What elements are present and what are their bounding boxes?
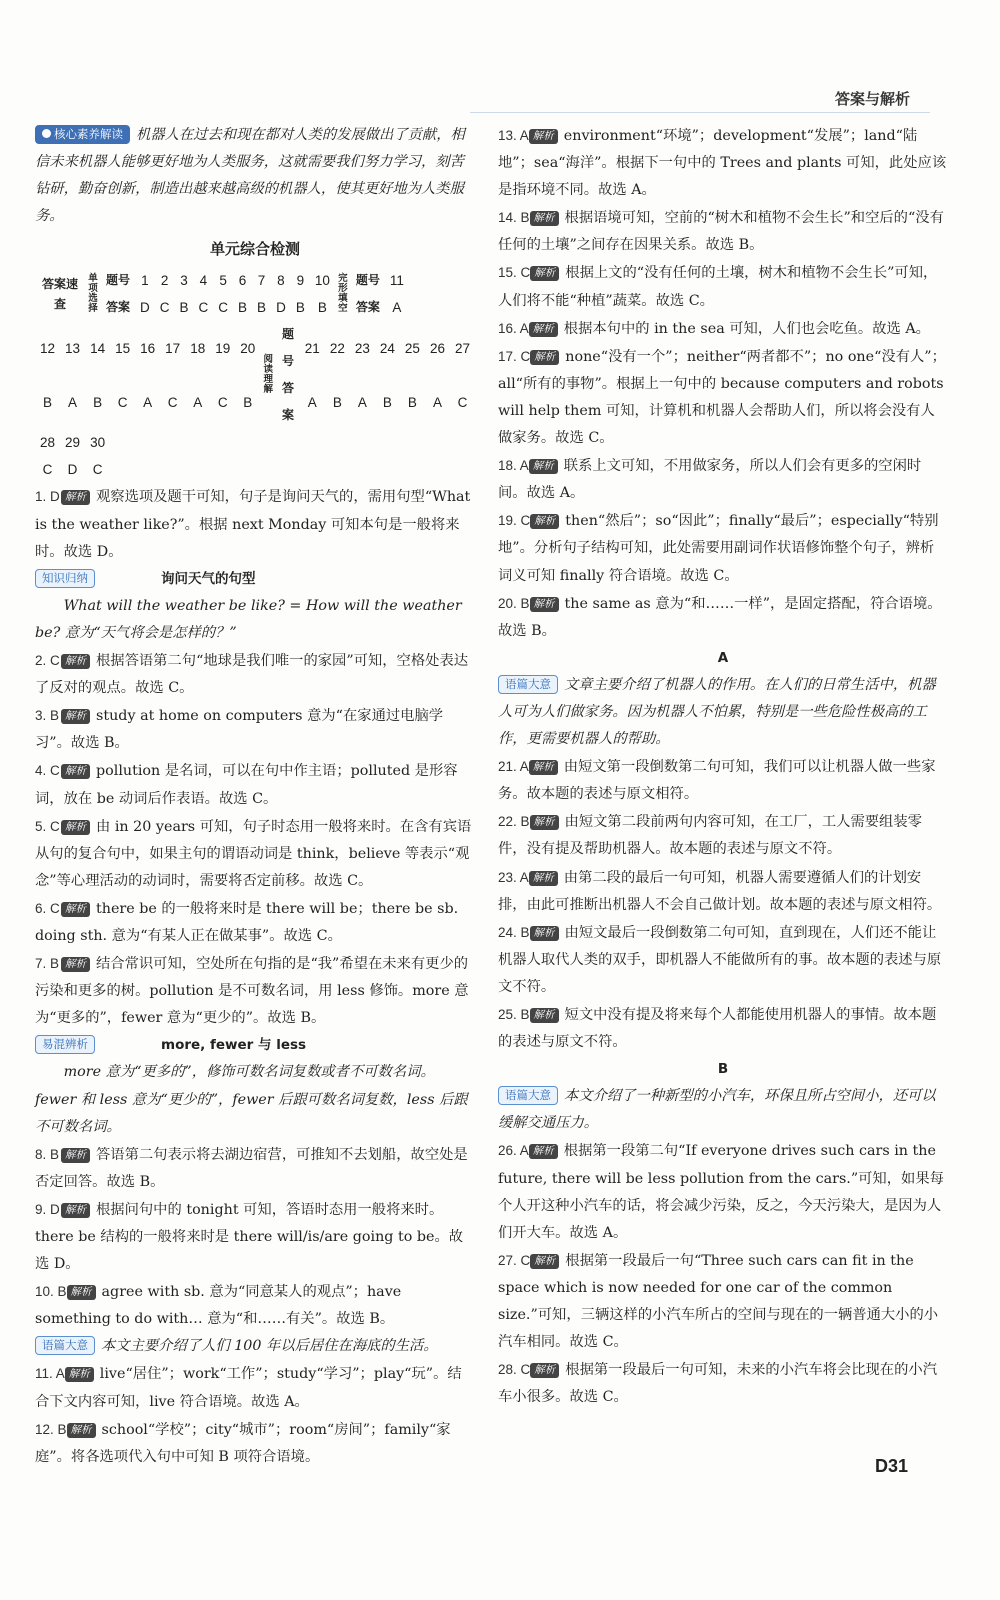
- answer-quick-label: 答案速查: [41, 277, 78, 312]
- answer-number: 4. C: [35, 763, 60, 779]
- answer-number: 22. B: [498, 814, 530, 830]
- qnum-cell: 30: [90, 435, 106, 451]
- qnum-cell: 14: [90, 340, 106, 356]
- analysis-badge: 解析: [529, 871, 558, 886]
- qnum-cell: 24: [379, 340, 395, 356]
- analysis-text: 答语第二句表示将去湖边宿营，可推知不去划船，故空处是否定回答。故选 B。: [35, 1146, 468, 1190]
- reading-label: 阅读理解: [263, 354, 274, 396]
- ans-cell: B: [243, 394, 253, 410]
- qnum-cell: 1: [141, 273, 149, 289]
- analysis-text: live“居住”；work“工作”；study“学习”；play“玩”。结合下文内容可知，live 符合语境。故选 A。: [35, 1366, 462, 1410]
- analysis-text: 由短文第一段倒数第二句可知，我们可以让机器人做一些家务。故本题的表述与原文相符。: [498, 759, 936, 803]
- summary-tag: 语篇大意: [498, 1086, 558, 1105]
- analysis-text: 根据第一段最后一句可知，未来的小汽车将会比现在的小汽车小很多。故选 C。: [498, 1362, 937, 1406]
- analysis-text: the same as 意为“和……一样”，是固定搭配，符合语境。故选 B。: [498, 595, 942, 639]
- analysis-badge: 解析: [529, 322, 558, 337]
- ans-cell: C: [218, 300, 229, 316]
- ans-cell: C: [159, 300, 170, 316]
- answer-number: 7. B: [35, 956, 60, 972]
- ans-cell: B: [93, 394, 103, 410]
- answer-number: 23. A: [498, 869, 529, 885]
- analysis-badge: 解析: [529, 760, 558, 775]
- qnum-cell: 16: [140, 340, 156, 356]
- unit-test-title: 单元综合检测: [209, 240, 300, 259]
- ans-label: 答案: [282, 381, 295, 423]
- answer-item: [35, 1196, 475, 1278]
- analysis-text: 根据第一段第二句“If everyone drives such cars in the future, there will be less pollution from the cars.”可知，如果每个人开这种小汽车的话，将会减少污染，反之，今天污染大，是因为人们开大车。故选 A。: [498, 1143, 944, 1241]
- analysis-badge: 解析: [61, 709, 90, 724]
- answer-number: 17. C: [498, 348, 531, 364]
- answer-number: 18. A: [498, 458, 529, 474]
- analysis-text: school“学校”；city“城市”；room“房间”；family“家庭”。将各选项代入句中可知 B 项符合语境。: [35, 1421, 451, 1465]
- analysis-text: 根据答语第二句“地球是我们唯一的家园”可知，空格处表达了反对的观点。故选 C。: [35, 653, 469, 697]
- analysis-badge: 解析: [61, 490, 90, 505]
- analysis-badge: 解析: [61, 902, 90, 917]
- qnum-cell: 26: [429, 340, 445, 356]
- answer-item: [35, 1278, 475, 1333]
- qnum-cell: 5: [219, 273, 227, 289]
- answer-item: [498, 590, 948, 645]
- analysis-text: 根据上文的“没有任何的土壤，树木和植物不会生长”可知，人们将不能“种植”蔬菜。故选 C。: [498, 265, 938, 309]
- ans-cell: B: [43, 394, 53, 410]
- analysis-text: environment“环境”；development“发展”；land“陆地”；sea“海洋”。根据下一句中的 Trees and plants 可知，此处应该是指环境不同。故选 A。: [498, 128, 947, 199]
- analysis-text: 由短文最后一段倒数第二句可知，直到现在，人们还不能让机器人取代人类的双手，即机器人不能做所有的事。故本题的表述与原文不符。: [498, 924, 942, 995]
- answer-number: 19. C: [498, 513, 531, 529]
- answer-item: [35, 813, 475, 895]
- answer-number: 16. A: [498, 320, 529, 336]
- analysis-text: pollution 是名词，可以在句中作主语；polluted 是形容词，放在 be 动词后作表语。故选 C。: [35, 763, 458, 807]
- answer-item: [35, 702, 475, 757]
- ans-cell: C: [92, 462, 103, 478]
- ans-cell: A: [193, 394, 203, 410]
- qnum-cell: 25: [404, 340, 420, 356]
- analysis-text: none“没有一个”；neither“两者都不”；no one“没有人”；all“所有的事物”。根据上一句中的 because computers and robots will help them 可知，计算机和机器人会帮助人们，所以将会没有人做家务。故选 C。: [498, 348, 946, 447]
- answer-number: 15. C: [498, 265, 531, 281]
- ans-cell: A: [68, 394, 78, 410]
- analysis-badge: 解析: [530, 211, 559, 226]
- answer-item: [35, 1141, 475, 1196]
- answer-item: [35, 647, 475, 702]
- qnum-cell: 15: [115, 340, 131, 356]
- qnum-cell: 18: [190, 340, 206, 356]
- qnum-cell: 2: [160, 273, 169, 289]
- ans-cell: D: [140, 300, 150, 316]
- answer-number: 11. A: [35, 1366, 65, 1382]
- analysis-badge: 解析: [530, 1008, 559, 1023]
- answer-item: [35, 950, 475, 1032]
- answer-number: 14. B: [498, 210, 530, 226]
- analysis-text: 由短文第二段前两句内容可知，在工厂，工人需要组装零件，没有提及帮助机器人。故本题的表述与原文不符。: [498, 814, 922, 858]
- qnum-cell: 19: [215, 340, 231, 356]
- analysis-badge: 解析: [530, 815, 559, 830]
- note-tag: 知识归纳: [35, 569, 95, 588]
- analysis-text: 由第二段的最后一句可知，机器人需要遵循人们的计划安排，由此可推断出机器人不会自己做计划。故本题的表述与原文相符。: [498, 869, 942, 913]
- answer-item: [498, 452, 948, 507]
- analysis-text: study at home on computers 意为“在家通过电脑学习”。故选 B。: [35, 708, 444, 752]
- qnum-cell: 7: [257, 273, 266, 289]
- analysis-text: 观察选项及题干可知，句子是询问天气的，需用句型“What is the weather like?”。根据 next Monday 可知本句是一般将来时。故选 D。: [35, 489, 471, 560]
- answer-item: [35, 483, 475, 565]
- analysis-badge: 解析: [61, 1148, 90, 1163]
- qnum-cell: 29: [65, 435, 81, 451]
- analysis-badge: 解析: [61, 654, 90, 669]
- analysis-badge: 解析: [530, 266, 559, 281]
- summary-tag: 语篇大意: [498, 675, 558, 694]
- intro-text: 机器人在过去和现在都对人类的发展做出了贡献，相信未来机器人能够更好地为人类服务，这就需要我们努力学习，刻苦钻研，勤奋创新，制造出越来越高级的机器人，使其更好地为人类服务。: [35, 127, 465, 225]
- answer-quick-check: [35, 267, 475, 483]
- answer-number: 28. C: [498, 1362, 531, 1378]
- ans-cell: B: [407, 394, 417, 410]
- answer-number: 25. B: [498, 1007, 530, 1022]
- analysis-text: 根据语境可知，空前的“树木和植物不会生长”和空后的“没有任何的土壤”之间存在因果关系。故选 B。: [498, 210, 944, 254]
- book-icon: [42, 129, 51, 138]
- ans-cell: B: [332, 394, 342, 410]
- answer-number: 21. A: [498, 759, 529, 775]
- ans-cell: B: [317, 300, 327, 316]
- note-text: What will the weather be like? = How will the weather be? 意为“天气将会是怎样的？”: [35, 597, 462, 641]
- summary-text: 文章主要介绍了机器人的作用。在人们的日常生活中，机器人可为人们做家务。因为机器人不怕累，特别是一些危险性极高的工作，更需要机器人的帮助。: [498, 676, 936, 748]
- answer-item: [35, 895, 475, 950]
- answer-item: [498, 864, 948, 919]
- qnum-cell: 22: [329, 340, 345, 356]
- analysis-badge: 解析: [530, 926, 559, 941]
- answer-number: 13. A: [498, 128, 529, 143]
- note-title: more, fewer 与 less: [161, 1037, 307, 1054]
- analysis-badge: 解析: [61, 820, 90, 835]
- analysis-badge: 解析: [529, 1144, 558, 1159]
- answer-number: 5. C: [35, 818, 60, 834]
- qnum-cell: 3: [180, 273, 188, 289]
- right-column: [498, 122, 948, 1411]
- knowledge-note: [35, 566, 475, 647]
- analysis-text: 根据本句中的 in the sea 可知，人们也会吃鱼。故选 A。: [563, 320, 930, 337]
- note-tag: 易混辨析: [35, 1035, 95, 1054]
- answer-number: 26. A: [498, 1143, 529, 1159]
- ans-cell: B: [295, 300, 305, 316]
- core-literacy-tag: 核心素养解读: [35, 125, 130, 144]
- ans-cell: C: [167, 394, 178, 410]
- answer-number: 12. B: [35, 1421, 67, 1437]
- answer-number: 1. D: [35, 489, 60, 505]
- answer-number: 2. C: [35, 653, 60, 669]
- answer-item: [498, 1001, 948, 1056]
- analysis-text: agree with sb. 意为“同意某人的观点”；have something to do with… 意为“和……有关”。故选 B。: [35, 1284, 402, 1328]
- summary-text: 本文介绍了一种新型的小汽车，环保且所占空间小，还可以缓解交通压力。: [498, 1088, 936, 1132]
- ans-label: 答案: [106, 300, 131, 315]
- analysis-badge: 解析: [530, 350, 559, 365]
- answer-item: [498, 507, 948, 589]
- answer-item: [498, 204, 948, 259]
- answer-item: [498, 315, 948, 343]
- ans-cell: B: [238, 300, 248, 316]
- analysis-badge: 解析: [65, 1367, 94, 1382]
- qnum-cell: 9: [296, 273, 305, 289]
- qnum-cell: 4: [199, 273, 208, 289]
- ans-cell: A: [432, 394, 442, 410]
- left-answer-list: [35, 483, 475, 1470]
- qnum-label: 题号: [282, 327, 295, 369]
- analysis-text: 结合常识可知，空处所在句指的是“我”希望在未来有更少的污染和更多的树。pollution 是不可数名词，用 less 修饰。more 意为“更多的”，fewer 意为“更少的”。故选 B。: [35, 956, 469, 1027]
- qnum-cell: 12: [40, 340, 56, 356]
- answer-item: [498, 1356, 948, 1411]
- answer-item: [498, 808, 948, 863]
- answer-number: 9. D: [35, 1201, 60, 1217]
- analysis-text: 根据第一段最后一句“Three such cars can fit in the space which is now needed for one car of the common size.”可知，三辆这样的小汽车所占的空间与现在的一辆普通大小的小汽车相同。故选 C。: [498, 1252, 939, 1351]
- qnum-cell: 13: [65, 340, 81, 356]
- analysis-badge: 解析: [61, 957, 90, 972]
- answer-number: 3. B: [35, 708, 60, 724]
- note-text: more 意为“更多的”，修饰可数名词复数或者不可数名词。fewer 和 less 意为“更少的”，fewer 后跟可数名词复数，less 后跟不可数名词。: [35, 1064, 468, 1135]
- analysis-badge: 解析: [61, 1203, 90, 1218]
- analysis-badge: 解析: [529, 459, 558, 474]
- passage-summary: [498, 672, 948, 753]
- analysis-badge: 解析: [530, 1363, 559, 1378]
- qnum-cell: 23: [354, 340, 370, 356]
- qnum-label: 题号: [355, 273, 380, 288]
- ans-cell: A: [357, 394, 367, 410]
- left-column: [35, 122, 475, 1471]
- analysis-badge: 解析: [67, 1423, 96, 1438]
- analysis-badge: 解析: [61, 764, 90, 779]
- right-answer-list: [498, 122, 948, 1411]
- ans-label: 答案: [355, 300, 380, 315]
- answer-item: [498, 122, 948, 204]
- page-number: D31: [874, 1456, 908, 1476]
- answer-table: [35, 267, 409, 321]
- answer-item: [35, 1416, 475, 1471]
- passage-heading: A: [717, 649, 729, 666]
- summary-text: 本文主要介绍了人们 100 年以后居住在海底的生活。: [101, 1338, 438, 1355]
- ans-cell: B: [179, 300, 189, 316]
- ans-cell: B: [382, 394, 392, 410]
- analysis-text: 由 in 20 years 可知，句子时态用一般将来时。在含有宾语从句的复合句中，如果主句的谓语动词是 think，believe 等表示“观念”等心理活动的动词时，需要将否定前移。故选 C。: [35, 818, 472, 889]
- ans-cell: A: [392, 300, 402, 316]
- ans-cell: D: [276, 300, 286, 316]
- answer-item: [498, 1247, 948, 1356]
- answer-number: 24. B: [498, 924, 530, 940]
- page-header-title: 答案与解析: [834, 90, 910, 108]
- qnum-cell: 11: [389, 273, 404, 289]
- cloze-label: 完形填空: [338, 273, 348, 315]
- qnum-cell: 21: [304, 340, 320, 356]
- analysis-badge: 解析: [67, 1285, 96, 1300]
- answer-number: 6. C: [35, 900, 60, 916]
- qnum-cell: 17: [165, 340, 181, 356]
- answer-item: [498, 753, 948, 808]
- answer-number: 10. B: [35, 1284, 67, 1300]
- answer-number: 8. B: [35, 1146, 60, 1162]
- ans-cell: C: [117, 394, 128, 410]
- qnum-cell: 6: [238, 273, 247, 289]
- qnum-cell: 28: [40, 435, 56, 451]
- single-choice-label: 单项选择: [88, 273, 98, 315]
- knowledge-note: [35, 1032, 475, 1140]
- note-title: 询问天气的句型: [161, 570, 256, 587]
- header-divider: [470, 112, 930, 113]
- answer-item: [498, 343, 948, 452]
- analysis-badge: 解析: [530, 1254, 559, 1269]
- qnum-cell: 20: [240, 340, 256, 356]
- analysis-text: then“然后”；so“因此”；finally“最后”；especially“特别地”。分析句子结构可知，此处需要用副词作状语修饰整个句子，辨析词义可知 finally 符合语境。故选 C。: [498, 513, 939, 584]
- answer-item: [35, 757, 475, 812]
- qnum-cell: 8: [277, 273, 285, 289]
- ans-cell: C: [217, 394, 228, 410]
- ans-cell: D: [67, 462, 78, 478]
- qnum-cell: 27: [454, 340, 470, 356]
- passage-summary: [498, 1083, 948, 1137]
- analysis-badge: 解析: [529, 129, 558, 144]
- ans-cell: B: [257, 300, 267, 316]
- analysis-text: 根据问句中的 tonight 可知，答语时态用一般将来时。there be 结构的一般将来时是 there will/is/are going to be。故选 D。: [35, 1201, 464, 1273]
- ans-cell: C: [198, 300, 209, 316]
- passage-heading: B: [717, 1061, 729, 1078]
- qnum-cell: 10: [314, 273, 330, 289]
- core-literacy-intro: [35, 122, 475, 230]
- answer-item: [498, 259, 948, 314]
- answer-number: 27. C: [498, 1252, 531, 1268]
- answer-table-2: [35, 321, 475, 483]
- answer-item: [35, 1360, 475, 1415]
- qnum-label: 题号: [106, 273, 131, 288]
- analysis-badge: 解析: [530, 597, 559, 612]
- analysis-text: 短文中没有提及将来每个人都能使用机器人的事情。故本题的表述与原文不符。: [498, 1007, 937, 1051]
- passage-summary: [35, 1333, 475, 1360]
- answer-item: [498, 919, 948, 1001]
- answer-item: [498, 1137, 948, 1246]
- ans-cell: A: [307, 394, 317, 410]
- ans-cell: A: [143, 394, 153, 410]
- analysis-text: there be 的一般将来时是 there will be；there be sb. doing sth. 意为“有某人正在做某事”。故选 C。: [35, 900, 459, 944]
- analysis-text: 联系上文可知，不用做家务，所以人们会有更多的空闲时间。故选 A。: [498, 458, 922, 502]
- answer-number: 20. B: [498, 595, 530, 611]
- ans-cell: C: [42, 462, 53, 478]
- analysis-badge: 解析: [530, 514, 559, 529]
- ans-cell: C: [457, 394, 468, 410]
- summary-tag: 语篇大意: [35, 1336, 95, 1355]
